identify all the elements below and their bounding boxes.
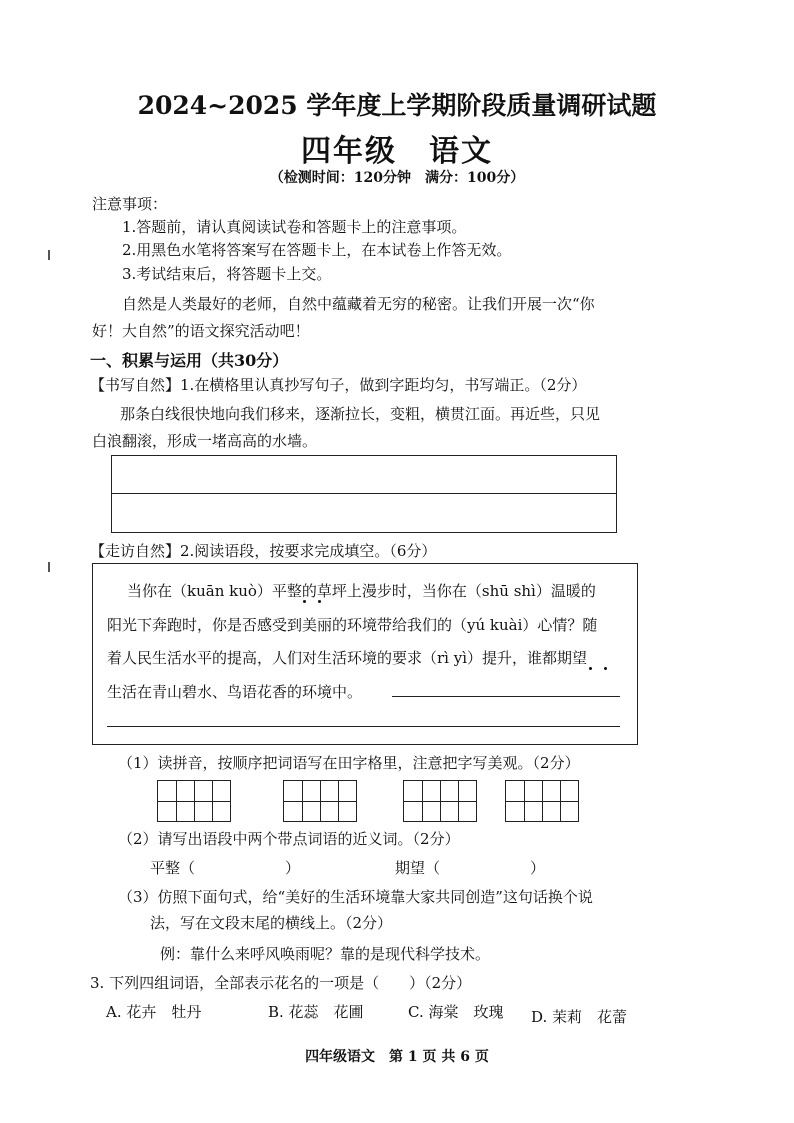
q2-sub3-line-2: 法，写在文段末尾的横线上。（2分）: [150, 914, 393, 932]
emphasis-dot: [589, 667, 592, 670]
scan-mark-top: [48, 250, 50, 260]
q2-label: 【走访自然】2.阅读语段，按要求完成填空。（6分）: [90, 542, 437, 560]
tianzi-grid-3[interactable]: [403, 780, 477, 822]
scan-mark-middle: [48, 562, 50, 572]
q1-writing-divider: [111, 493, 617, 494]
intro-line-2: 好！大自然”的语文探究活动吧！: [92, 322, 310, 340]
q3-label: 3. 下列四组词语，全部表示花名的一项是（ ）（2分）: [90, 974, 472, 992]
q2-sub2: （2）请写出语段中两个带点词语的近义词。（2分）: [118, 830, 460, 848]
q2-passage-line-3: 着人民生活水平的提高，人们对生活环境的要求（rì yì）提升，谁都期望: [107, 649, 588, 667]
emphasis-dot: [303, 600, 306, 603]
notice-heading: 注意事项：: [92, 195, 168, 213]
grade-subject-title: 四年级 语文: [301, 134, 493, 169]
q3-option-b[interactable]: B. 花蕊 花圃: [268, 1003, 364, 1021]
q2-passage-line-2: 阳光下奔跑时，你是否感受到美丽的环境带给我们的（yú kuài）心情？随: [107, 616, 598, 634]
q2-passage-line-1: 当你在（kuān kuò）平整的草坪上漫步时，当你在（shū shì）温暖的: [127, 582, 596, 600]
exam-meta: （检测时间：120分钟 满分：100分）: [269, 170, 525, 186]
q3-option-a[interactable]: A. 花卉 牡丹: [106, 1003, 202, 1021]
synonym-field-2[interactable]: 期望（ ）: [395, 859, 546, 877]
q2-answer-line-2[interactable]: [107, 726, 620, 727]
q1-writing-box[interactable]: [111, 455, 617, 533]
q1-passage-line-2: 白浪翻滚，形成一堵高高的水墙。: [92, 432, 318, 450]
q2-passage-line-4: 生活在青山碧水、鸟语花香的环境中。: [107, 683, 363, 701]
q1-label: 【书写自然】1.在横格里认真抄写句子，做到字距均匀，书写端正。（2分）: [90, 376, 587, 394]
q2-sub3-line-1: （3）仿照下面句式，给“美好的生活环境靠大家共同创造”这句话换个说: [118, 888, 593, 906]
notice-item-1: 1.答题前，请认真阅读试卷和答题卡上的注意事项。: [122, 218, 467, 236]
emphasis-dot: [604, 667, 607, 670]
q3-option-d[interactable]: D. 茉莉 花蕾: [531, 1008, 628, 1026]
synonym-field-1[interactable]: 平整（ ）: [150, 859, 301, 877]
q2-example: 例：靠什么来呼风唤雨呢？靠的是现代科学技术。: [160, 945, 491, 963]
q3-option-c[interactable]: C. 海棠 玫瑰: [408, 1003, 504, 1021]
emphasis-dot: [318, 600, 321, 603]
exam-title: 2024~2025 学年度上学期阶段质量调研试题: [137, 91, 657, 120]
q2-answer-line-1[interactable]: [392, 696, 620, 697]
tianzi-grid-2[interactable]: [283, 780, 357, 822]
q2-sub1: （1）读拼音，按顺序把词语写在田字格里，注意把字写美观。（2分）: [118, 754, 580, 772]
tianzi-grid-4[interactable]: [505, 780, 579, 822]
notice-item-2: 2.用黑色水笔将答案写在答题卡上，在本试卷上作答无效。: [122, 241, 512, 259]
tianzi-grid-1[interactable]: [157, 780, 231, 822]
section-heading: 一、积累与运用（共30分）: [90, 351, 289, 370]
page-footer: 四年级语文 第 1 页 共 6 页: [305, 1049, 489, 1065]
notice-item-3: 3.考试结束后，将答题卡上交。: [122, 265, 332, 283]
intro-line-1: 自然是人类最好的老师，自然中蕴藏着无穷的秘密。让我们开展一次“你: [122, 295, 595, 313]
q1-passage-line-1: 那条白线很快地向我们移来，逐渐拉长，变粗，横贯江面。再近些，只见: [120, 405, 601, 423]
